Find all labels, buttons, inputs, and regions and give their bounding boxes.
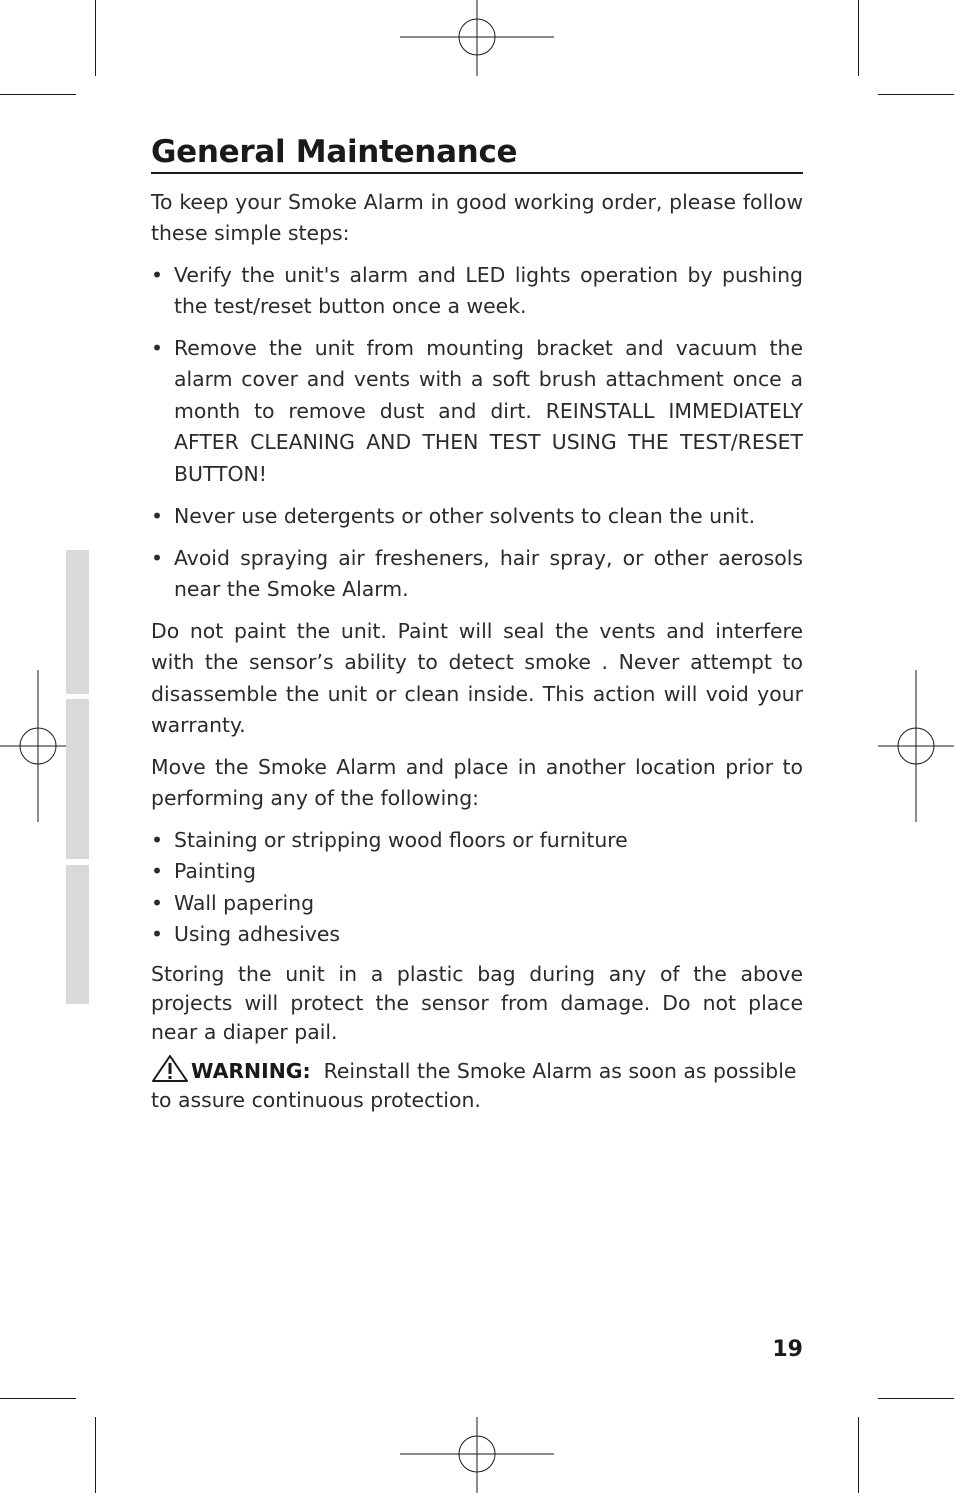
bullet-icon: • [151, 546, 164, 570]
crop-mark [878, 1398, 954, 1399]
crop-mark [878, 94, 954, 95]
registration-mark-right [878, 670, 954, 822]
crop-mark [0, 94, 76, 95]
warning-paragraph [151, 1054, 803, 1115]
project-text: Staining or stripping wood floors or furniture [174, 828, 628, 852]
warning-label: WARNING: [191, 1059, 311, 1083]
crop-mark [95, 1417, 96, 1493]
page-title: General Maintenance [151, 132, 803, 174]
bullet-icon: • [151, 336, 164, 360]
registration-mark-top [400, 0, 554, 76]
list-item [151, 501, 803, 532]
list-item [151, 333, 803, 490]
bullet-icon: • [151, 922, 164, 946]
bullet-icon: • [151, 504, 164, 528]
bullet-icon: • [151, 891, 164, 915]
step-text: Never use detergents or other solvents to clean the unit. [174, 504, 756, 528]
move-paragraph: Move the Smoke Alarm and place in another location prior to performing any of the following: [151, 755, 803, 811]
side-tab [66, 865, 89, 1004]
list-item [151, 919, 803, 950]
project-text: Painting [174, 859, 256, 883]
paint-paragraph: Do not paint the unit. Paint will seal the vents and interfere with the sensor’s ability to detect smoke . Never attempt to disassemble the unit or clean inside. This action will void your warranty. [151, 619, 803, 738]
project-text: Wall papering [174, 891, 315, 915]
step-text: Remove the unit from mounting bracket and vacuum the alarm cover and vents with a soft brush attachment once a month to remove dust and dirt. REINSTALL IMMEDIATELY AFTER CLEANING AND THEN TEST USING THE TEST/RESET BUTTON! [174, 336, 803, 486]
list-item [151, 825, 803, 856]
step-text: Avoid spraying air fresheners, hair spray, or other aerosols near the Smoke Alarm. [174, 546, 803, 602]
list-item [151, 856, 803, 887]
side-tab [66, 550, 89, 694]
bullet-icon: • [151, 828, 164, 852]
project-text: Using adhesives [174, 922, 340, 946]
warning-text: Reinstall the Smoke Alarm as soon as possible to assure continuous protection. [151, 1059, 797, 1112]
crop-mark [95, 0, 96, 76]
warning-triangle-icon [151, 1054, 189, 1082]
registration-mark-bottom [400, 1417, 554, 1493]
list-item [151, 260, 803, 323]
bullet-icon: • [151, 263, 164, 287]
registration-mark-left [0, 670, 76, 822]
list-item [151, 543, 803, 606]
side-tab [66, 699, 89, 859]
page-number: 19 [772, 1337, 803, 1362]
crop-mark [858, 0, 859, 76]
crop-mark [0, 1398, 76, 1399]
crop-mark [858, 1417, 859, 1493]
intro-paragraph: To keep your Smoke Alarm in good working order, please follow these simple steps: [151, 190, 803, 246]
storage-paragraph: Storing the unit in a plastic bag during any of the above projects will protect the sensor from damage. Do not place near a diaper pail. [151, 962, 803, 1044]
bullet-icon: • [151, 859, 164, 883]
step-text: Verify the unit's alarm and LED lights operation by pushing the test/reset button once a week. [174, 263, 803, 319]
list-item [151, 888, 803, 919]
